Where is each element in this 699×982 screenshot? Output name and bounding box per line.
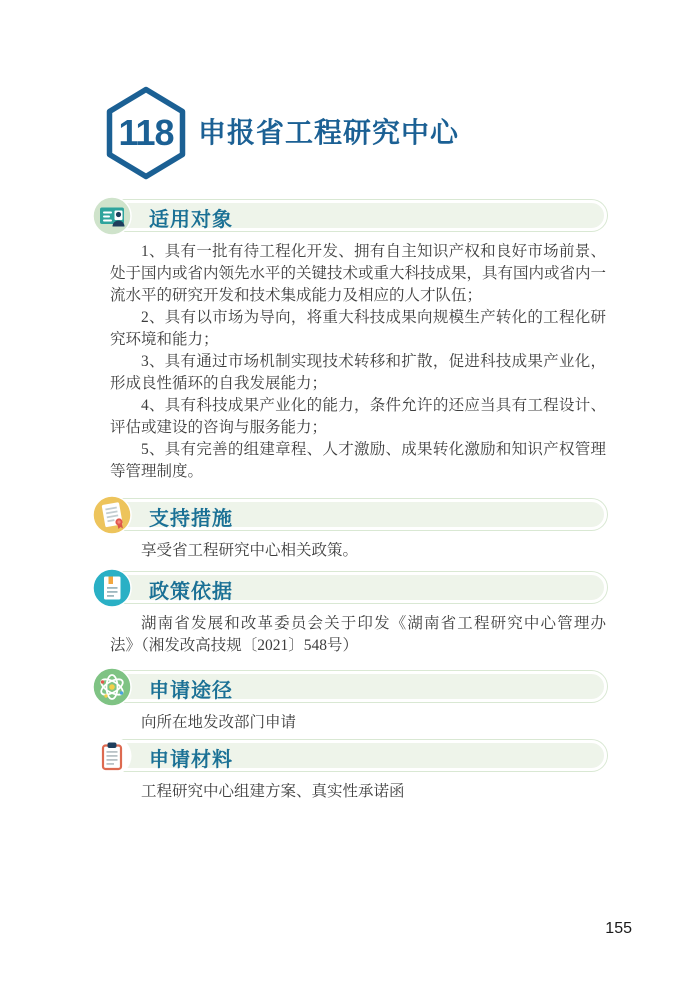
- page-number: 155: [605, 920, 632, 937]
- section-header: [92, 196, 607, 236]
- section-title: 申请途径: [149, 680, 233, 702]
- chapter-header: [106, 86, 607, 180]
- sections: [92, 196, 607, 803]
- paragraph: 4、具有科技成果产业化的能力，条件允许的还应当具有工程设计、评估或建设的咨询与服务能力；: [110, 397, 606, 436]
- paragraph: 湖南省发展和改革委员会关于印发《湖南省工程研究中心管理办法》（湘发改高技规〔2021〕548号）: [110, 615, 606, 654]
- section-applicable-targets: [92, 196, 607, 483]
- chapter-number-badge: [106, 86, 186, 180]
- section-icon-wrap: [92, 736, 132, 776]
- page-title: 申报省工程研究中心: [198, 117, 460, 148]
- clipboard-icon: [92, 736, 132, 776]
- section-policy-basis: [92, 568, 607, 657]
- section-body: [92, 535, 607, 562]
- section-title: 申请材料: [149, 749, 233, 771]
- section-icon-wrap: [92, 495, 132, 535]
- certificate-seal-icon: [92, 495, 132, 535]
- section-header: [92, 568, 607, 608]
- section-header: [92, 736, 607, 776]
- section-header: [92, 667, 607, 707]
- paragraph: 2、具有以市场为导向，将重大科技成果向规模生产转化的工程化研究环境和能力；: [110, 309, 606, 348]
- paragraph: 向所在地发改部门申请: [141, 714, 297, 731]
- paragraph: 1、具有一批有待工程化开发、拥有自主知识产权和良好市场前景、处于国内或省内领先水平的关键技术或重大科技成果，具有国内或省内一流水平的研究开发和技术集成能力及相应的人才队伍；: [110, 243, 607, 304]
- paragraph: 工程研究中心组建方案、真实性承诺函: [141, 783, 405, 800]
- section-application-materials: [92, 736, 607, 803]
- section-header: [92, 495, 607, 535]
- paragraph: 3、具有通过市场机制实现技术转移和扩散，促进科技成果产业化，形成良性循环的自我发展能力；: [110, 353, 606, 392]
- chapter-number: 118: [118, 112, 174, 153]
- section-body: [92, 236, 607, 483]
- section-body: [92, 776, 607, 803]
- id-card-icon: [92, 196, 132, 236]
- paragraph: 享受省工程研究中心相关政策。: [141, 542, 359, 559]
- section-icon-wrap: [92, 568, 132, 608]
- section-application-channel: [92, 667, 607, 734]
- paragraph: 5、具有完善的组建章程、人才激励、成果转化激励和知识产权管理等管理制度。: [110, 441, 606, 480]
- section-title: 适用对象: [149, 209, 233, 231]
- section-body: [92, 608, 607, 657]
- section-body: [92, 707, 607, 734]
- section-icon-wrap: [92, 196, 132, 236]
- section-support-measures: [92, 495, 607, 562]
- atom-icon: [92, 667, 132, 707]
- section-title: 政策依据: [149, 581, 233, 603]
- policy-document-icon: [92, 568, 132, 608]
- section-icon-wrap: [92, 667, 132, 707]
- section-title: 支持措施: [149, 508, 233, 530]
